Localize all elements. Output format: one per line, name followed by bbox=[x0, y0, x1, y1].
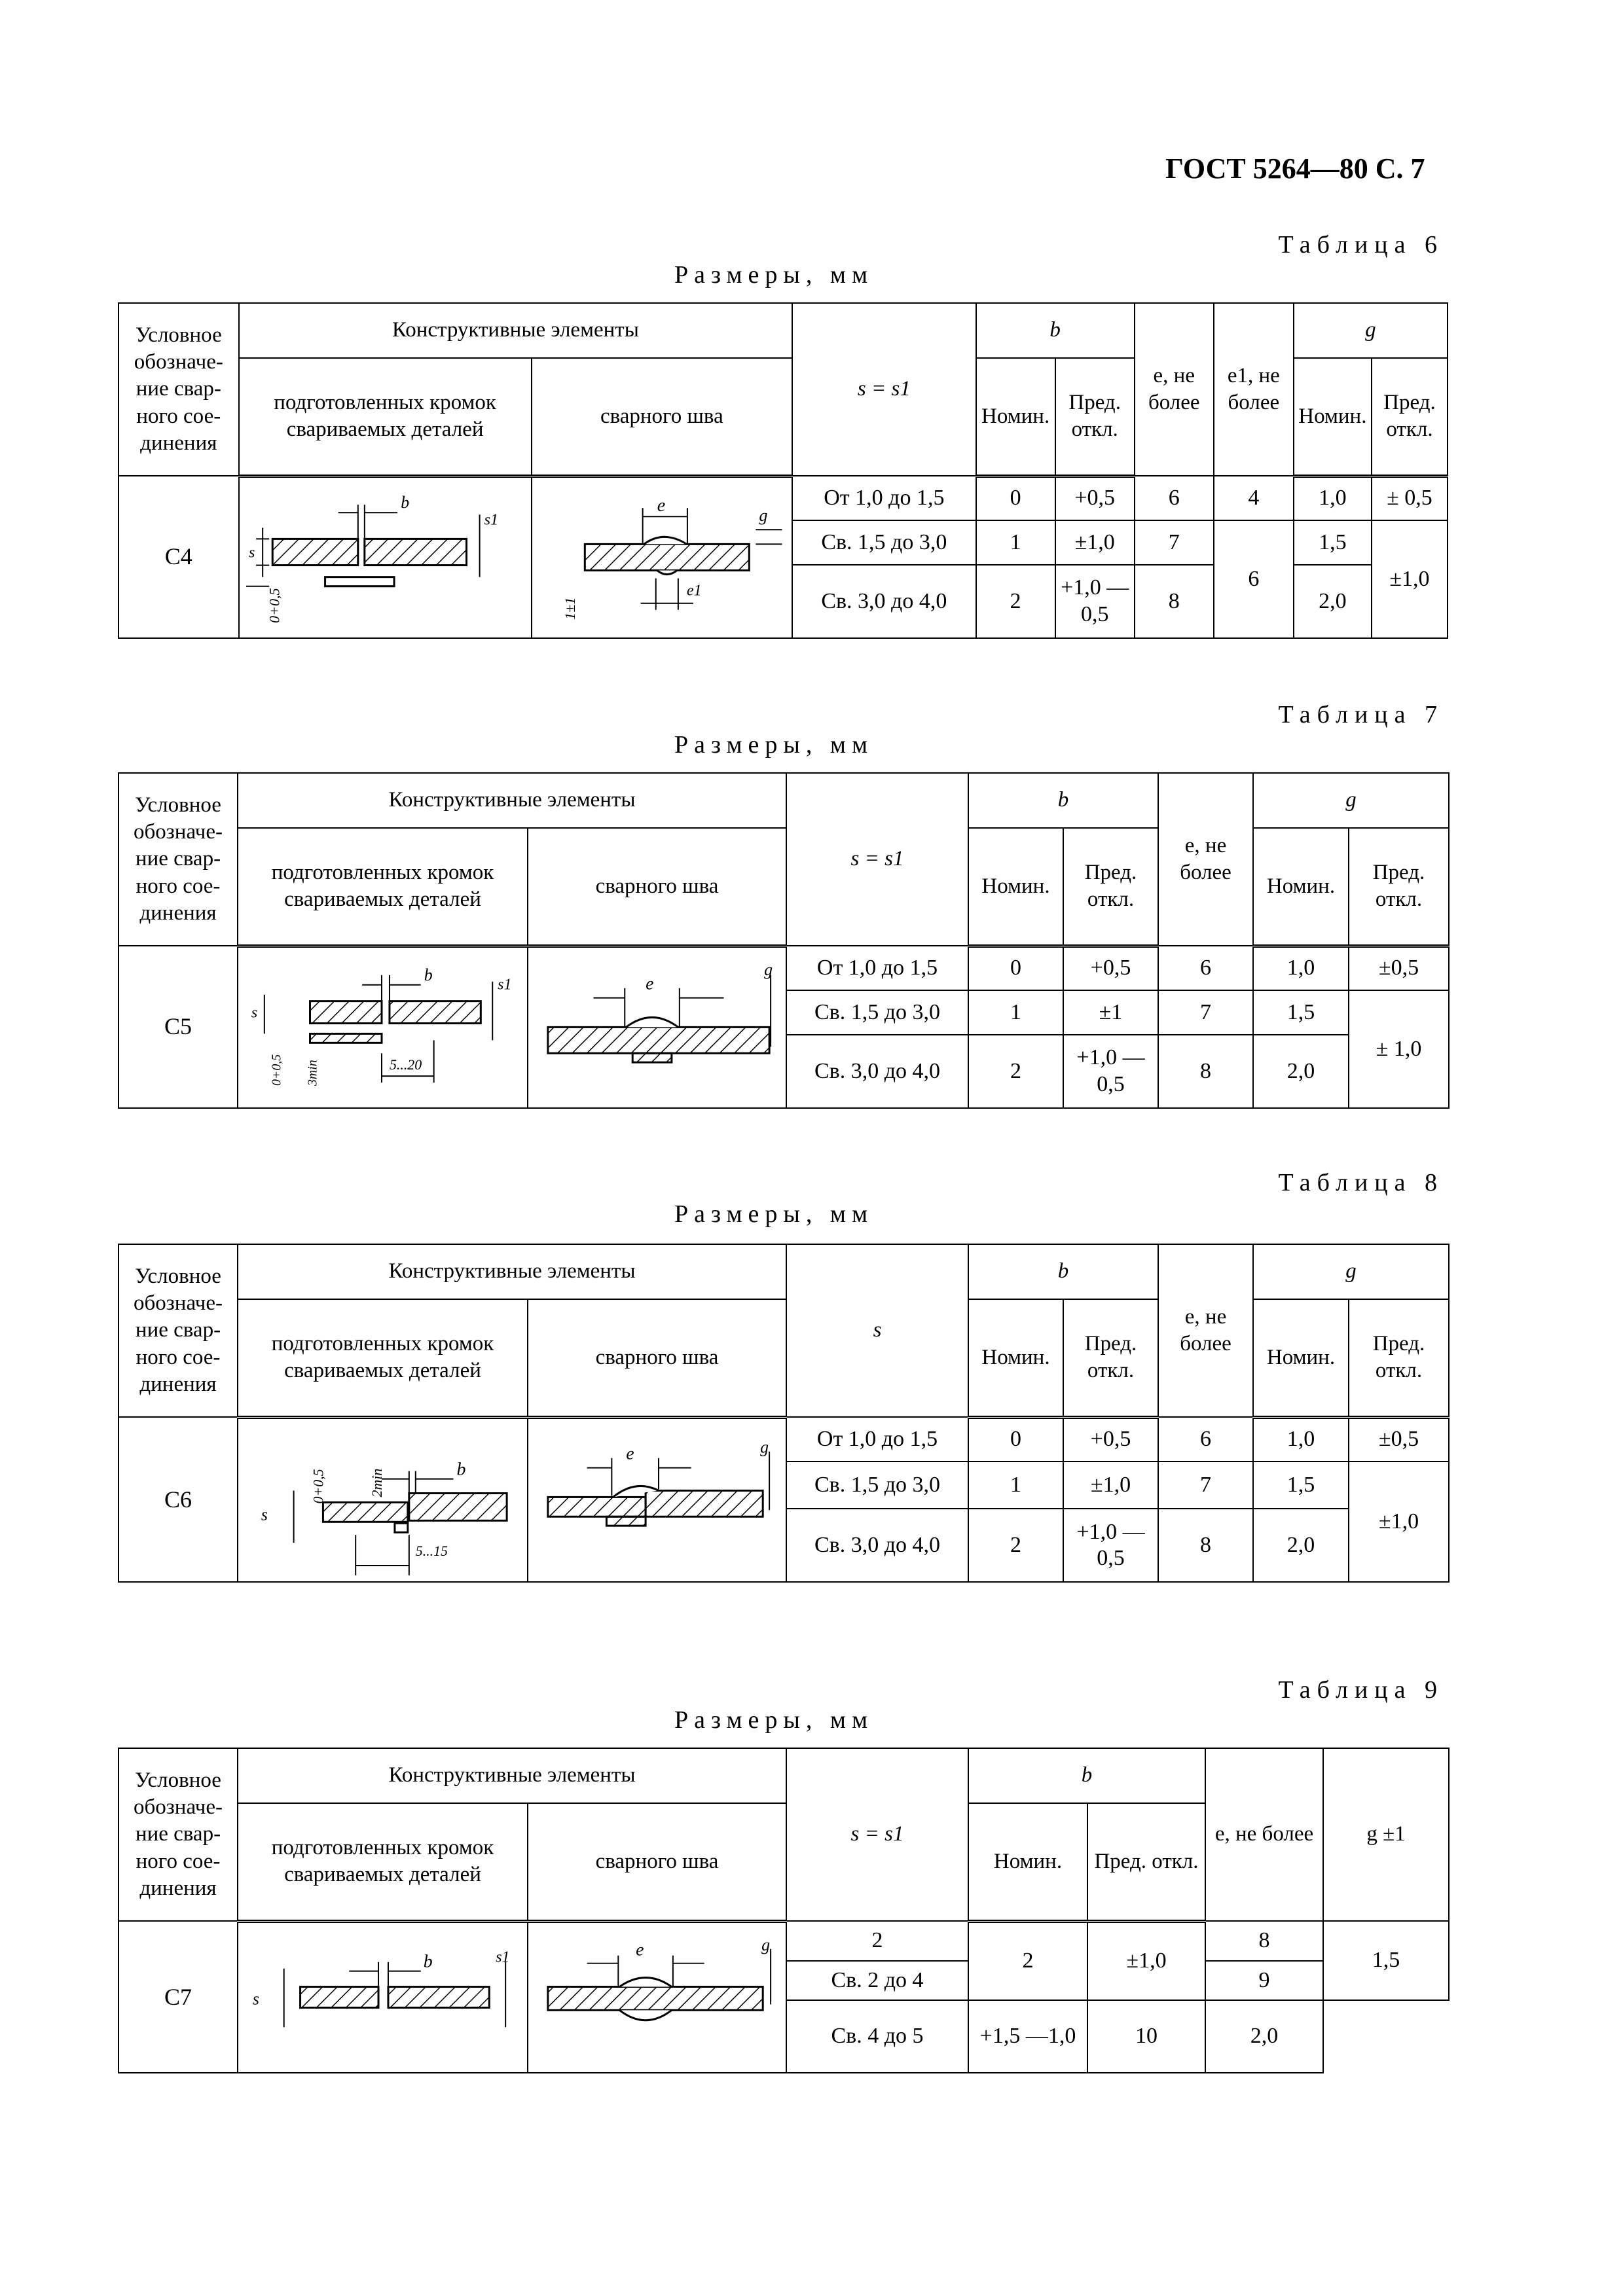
b-header: b bbox=[968, 773, 1158, 828]
g-dev-header: Пред. откл. bbox=[1372, 358, 1448, 476]
b-header: b bbox=[976, 303, 1135, 358]
b-dev-header: Пред. откл. bbox=[1063, 828, 1158, 946]
joint-c7-edges-drawing bbox=[238, 1923, 527, 2073]
e-value: 7 bbox=[1158, 1462, 1253, 1509]
e-header: e, не более bbox=[1135, 303, 1214, 476]
s-value: Св. 3,0 до 4,0 bbox=[786, 1035, 968, 1108]
table9-units: Размеры, мм bbox=[674, 1706, 874, 1734]
joint-c6-weld-drawing bbox=[528, 1419, 786, 1582]
g-value: 1,5 bbox=[1323, 1921, 1449, 2000]
e-header: e, не более bbox=[1205, 1748, 1323, 1921]
designation-header: Условное обозначение сварного соединения bbox=[119, 303, 239, 476]
e-value: 10 bbox=[1087, 2000, 1205, 2073]
tol-label: 0+0,5 bbox=[269, 1054, 284, 1086]
s-header: s = s1 bbox=[786, 1748, 968, 1921]
tol-label: 0+0,5 bbox=[265, 588, 282, 624]
designation-c7: С7 bbox=[119, 1921, 238, 2073]
min3-label: 3min bbox=[305, 1060, 320, 1086]
g-nom-header: Номин. bbox=[1253, 828, 1349, 946]
b-dev-value: +0,5 bbox=[1063, 946, 1158, 990]
s-value: От 1,0 до 1,5 bbox=[792, 476, 976, 520]
b-nom-value: 2 bbox=[968, 1035, 1063, 1108]
s-label: s bbox=[252, 1988, 259, 2008]
prepared-edges-header: подготовленных кромок свариваемых деталей bbox=[238, 828, 528, 946]
weld-seam-header: сварного шва bbox=[528, 1299, 786, 1417]
b-dev-header: Пред. откл. bbox=[1055, 358, 1135, 476]
g-nom-value: 1,5 bbox=[1253, 990, 1349, 1035]
b-nom-value: 0 bbox=[968, 1417, 1063, 1462]
prepared-edges-figure bbox=[238, 1921, 528, 2073]
range-label: 5...20 bbox=[389, 1056, 422, 1073]
g-header: g bbox=[1253, 773, 1449, 828]
s-value: Св. 2 до 4 bbox=[786, 1961, 968, 2001]
g-nom-value: 1,0 bbox=[1253, 946, 1349, 990]
weld-seam-header: сварного шва bbox=[528, 1803, 786, 1921]
e-value: 7 bbox=[1135, 520, 1214, 565]
table6-caption: Таблица 6 bbox=[1278, 231, 1444, 259]
e-header: e, не более bbox=[1158, 773, 1253, 946]
designation-header: Условное обозначение сварного соединения bbox=[119, 1748, 238, 1921]
g-nom-value: 2,0 bbox=[1253, 1509, 1349, 1582]
g-nom-value: 2,0 bbox=[1253, 1035, 1349, 1108]
b-label: b bbox=[423, 1951, 433, 1972]
g-dev-header: Пред. откл. bbox=[1349, 828, 1449, 946]
e-value: 8 bbox=[1158, 1035, 1253, 1108]
designation-c6: С6 bbox=[119, 1417, 238, 1582]
g-nom-header: Номин. bbox=[1253, 1299, 1349, 1417]
constructive-header: Конструктивные элементы bbox=[238, 1748, 786, 1803]
joint-c6-edges-drawing bbox=[238, 1419, 527, 1582]
g-label: g bbox=[760, 1437, 769, 1457]
g-dev-value: ± 0,5 bbox=[1372, 476, 1448, 520]
joint-c4-edges-drawing bbox=[240, 478, 531, 636]
table8-caption: Таблица 8 bbox=[1278, 1169, 1444, 1196]
s-label: s bbox=[261, 1504, 268, 1524]
table-9 bbox=[118, 1748, 1450, 2073]
b-dev-value: ±1,0 bbox=[1063, 1462, 1158, 1509]
e-value: 8 bbox=[1135, 565, 1214, 638]
s-header: s = s1 bbox=[786, 773, 968, 946]
b-dev-header: Пред. откл. bbox=[1063, 1299, 1158, 1417]
s1-label: s1 bbox=[496, 1948, 510, 1966]
e-label: e bbox=[626, 1443, 634, 1464]
b-dev-value: +0,5 bbox=[1055, 476, 1135, 520]
e-label: e bbox=[657, 495, 665, 516]
b-nom-header: Номин. bbox=[976, 358, 1055, 476]
b-nom-value: 1 bbox=[968, 990, 1063, 1035]
b-nom-value: 1 bbox=[976, 520, 1055, 565]
s-header: s = s1 bbox=[792, 303, 976, 476]
b-header: b bbox=[968, 1748, 1205, 1803]
g-header: g bbox=[1294, 303, 1448, 358]
e1-label: e1 bbox=[686, 582, 702, 600]
weld-seam-header: сварного шва bbox=[532, 358, 793, 476]
table-8 bbox=[118, 1244, 1450, 1583]
table-7 bbox=[118, 772, 1450, 1109]
g-nom-value: 2,0 bbox=[1294, 565, 1372, 638]
s1-label: s1 bbox=[498, 977, 512, 994]
g-label: g bbox=[764, 960, 773, 980]
joint-c5-weld-drawing bbox=[528, 949, 786, 1105]
s-value: Св. 1,5 до 3,0 bbox=[792, 520, 976, 565]
e-value: 6 bbox=[1135, 476, 1214, 520]
table-6 bbox=[118, 302, 1448, 639]
e-label: e bbox=[646, 974, 654, 995]
constructive-header: Конструктивные элементы bbox=[239, 303, 792, 358]
prepared-edges-figure bbox=[239, 476, 532, 638]
table6-units: Размеры, мм bbox=[674, 261, 874, 289]
e-header: e, не более bbox=[1158, 1244, 1253, 1417]
s-value: 2 bbox=[786, 1921, 968, 1961]
s-value: Св. 4 до 5 bbox=[786, 2000, 968, 2073]
s-value: От 1,0 до 1,5 bbox=[786, 946, 968, 990]
s-label: s bbox=[248, 544, 255, 562]
e1-value: 6 bbox=[1214, 520, 1294, 638]
b-dev-header: Пред. откл. bbox=[1087, 1803, 1205, 1921]
b-header: b bbox=[968, 1244, 1158, 1299]
weld-seam-figure bbox=[528, 1417, 786, 1582]
g-dev-value: ± 1,0 bbox=[1349, 990, 1449, 1108]
b-nom-value: 2 bbox=[976, 565, 1055, 638]
tol-1pm1-label: 1±1 bbox=[561, 597, 578, 620]
b-dev-value: +0,5 bbox=[1063, 1417, 1158, 1462]
table9-caption: Таблица 9 bbox=[1278, 1676, 1444, 1704]
designation-header: Условное обозначение сварного соединения bbox=[119, 1244, 238, 1417]
tol-label: 0+0,5 bbox=[310, 1468, 327, 1503]
s-label: s bbox=[251, 1004, 258, 1022]
g-label: g bbox=[761, 1935, 771, 1954]
designation-c4: С4 bbox=[119, 476, 239, 638]
prepared-edges-figure bbox=[238, 1417, 528, 1582]
weld-seam-figure bbox=[528, 946, 786, 1108]
b-dev-value: ±1,0 bbox=[1087, 1921, 1205, 2000]
b-nom-value: 0 bbox=[968, 946, 1063, 990]
g-nom-header: Номин. bbox=[1294, 358, 1372, 476]
g-dev-value: ±1,0 bbox=[1349, 1462, 1449, 1582]
g-dev-value: ±0,5 bbox=[1349, 1417, 1449, 1462]
s-value: Св. 3,0 до 4,0 bbox=[786, 1509, 968, 1582]
table7-caption: Таблица 7 bbox=[1278, 701, 1444, 728]
e-value: 7 bbox=[1158, 990, 1253, 1035]
b-nom-value: 2 bbox=[968, 1509, 1063, 1582]
e1-value: 4 bbox=[1214, 476, 1294, 520]
e-value: 6 bbox=[1158, 1417, 1253, 1462]
prepared-edges-figure bbox=[238, 946, 528, 1108]
designation-header: Условное обозначение сварного соединения bbox=[119, 773, 238, 946]
joint-c4-weld-drawing bbox=[532, 478, 792, 636]
weld-seam-header: сварного шва bbox=[528, 828, 786, 946]
table8-units: Размеры, мм bbox=[674, 1200, 874, 1228]
b-dev-value: +1,0 —0,5 bbox=[1063, 1035, 1158, 1108]
weld-seam-figure bbox=[528, 1921, 786, 2073]
e-value: 8 bbox=[1205, 1921, 1323, 1961]
b-dev-value: +1,0 —0,5 bbox=[1063, 1509, 1158, 1582]
table7-units: Размеры, мм bbox=[674, 731, 874, 759]
b-dev-value: +1,5 —1,0 bbox=[968, 2000, 1087, 2073]
b-nom-header: Номин. bbox=[968, 1803, 1087, 1921]
b-nom-value: 0 bbox=[976, 476, 1055, 520]
b-nom-value: 1 bbox=[968, 1462, 1063, 1509]
weld-seam-figure bbox=[532, 476, 793, 638]
g-dev-value: ±0,5 bbox=[1349, 946, 1449, 990]
g-dev-value: ±1,0 bbox=[1372, 520, 1448, 638]
b-dev-value: ±1,0 bbox=[1055, 520, 1135, 565]
g-nom-value: 1,0 bbox=[1294, 476, 1372, 520]
prepared-edges-header: подготовленных кромок свариваемых деталей bbox=[239, 358, 532, 476]
b-nom-header: Номин. bbox=[968, 1299, 1063, 1417]
b-nom-header: Номин. bbox=[968, 828, 1063, 946]
e-value: 6 bbox=[1158, 946, 1253, 990]
e-value: 9 bbox=[1205, 1961, 1323, 2001]
page-header: ГОСТ 5264—80 С. 7 bbox=[1165, 152, 1425, 185]
g-nom-value: 1,5 bbox=[1253, 1462, 1349, 1509]
b-label: b bbox=[424, 965, 433, 985]
s-header: s bbox=[786, 1244, 968, 1417]
prepared-edges-header: подготовленных кромок свариваемых деталей bbox=[238, 1803, 528, 1921]
prepared-edges-header: подготовленных кромок свариваемых деталей bbox=[238, 1299, 528, 1417]
constructive-header: Конструктивные элементы bbox=[238, 1244, 786, 1299]
e-value: 8 bbox=[1158, 1509, 1253, 1582]
min2-label: 2min bbox=[369, 1468, 386, 1497]
b-label: b bbox=[400, 493, 409, 512]
joint-c5-edges-drawing bbox=[238, 949, 527, 1105]
s-value: От 1,0 до 1,5 bbox=[786, 1417, 968, 1462]
b-nom-value: 2 bbox=[968, 1921, 1087, 2000]
designation-c5: С5 bbox=[119, 946, 238, 1108]
g-header: g bbox=[1253, 1244, 1449, 1299]
b-dev-value: +1,0 —0,5 bbox=[1055, 565, 1135, 638]
g-nom-value: 1,5 bbox=[1294, 520, 1372, 565]
s-value: Св. 1,5 до 3,0 bbox=[786, 990, 968, 1035]
s-value: Св. 1,5 до 3,0 bbox=[786, 1462, 968, 1509]
b-label: b bbox=[456, 1459, 466, 1480]
s1-label: s1 bbox=[484, 511, 498, 529]
e-label: e bbox=[636, 1939, 644, 1960]
joint-c7-weld-drawing bbox=[528, 1923, 786, 2073]
s-value: Св. 3,0 до 4,0 bbox=[792, 565, 976, 638]
b-dev-value: ±1 bbox=[1063, 990, 1158, 1035]
constructive-header: Конструктивные элементы bbox=[238, 773, 786, 828]
g-dev-header: Пред. откл. bbox=[1349, 1299, 1449, 1417]
e1-header: e1, не более bbox=[1214, 303, 1294, 476]
g-header: g ±1 bbox=[1323, 1748, 1449, 1921]
range-label: 5...15 bbox=[415, 1542, 448, 1559]
g-nom-value: 1,0 bbox=[1253, 1417, 1349, 1462]
g-value: 2,0 bbox=[1205, 2000, 1323, 2073]
g-label: g bbox=[758, 506, 767, 526]
